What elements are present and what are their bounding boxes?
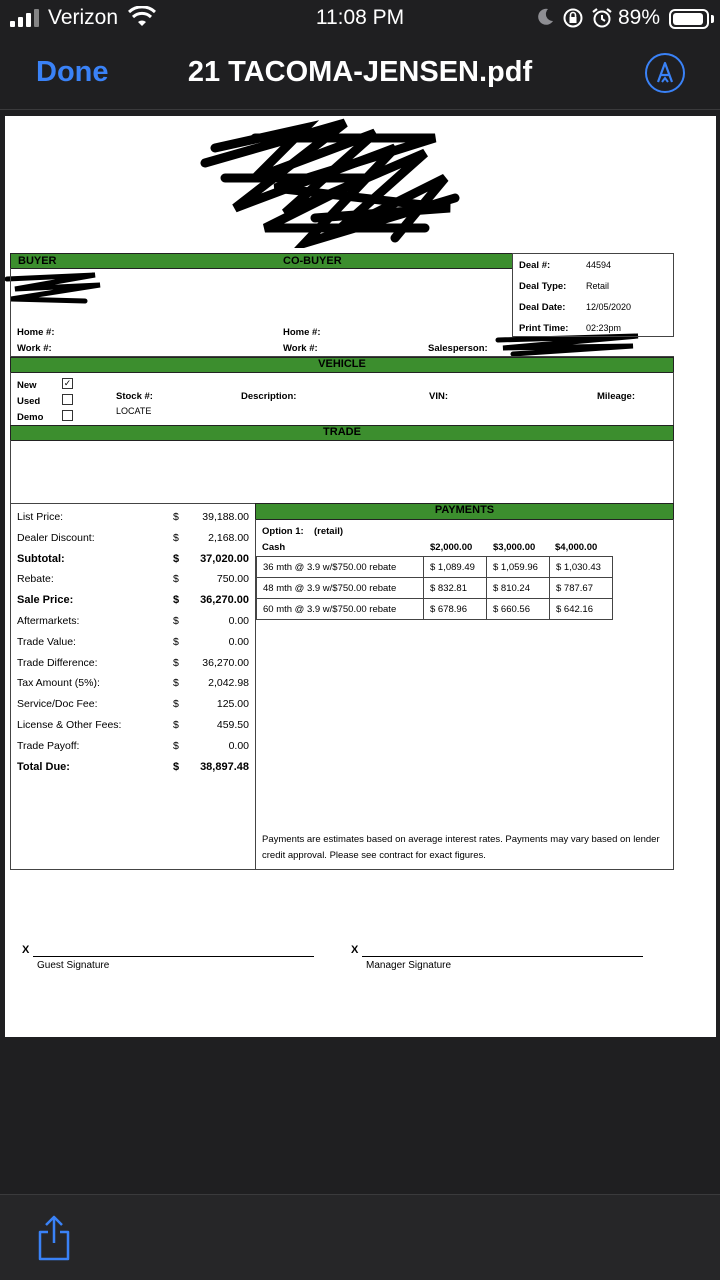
clock: 11:08 PM: [315, 6, 405, 29]
alarm-icon: [591, 7, 613, 35]
price-value: 459.50: [216, 719, 249, 731]
price-row: [17, 698, 249, 718]
payment-amount: $ 787.67: [550, 578, 613, 599]
price-currency: $: [173, 511, 179, 523]
guest-signature-label: Guest Signature: [37, 960, 110, 971]
trade-section: [10, 440, 674, 504]
price-currency: $: [173, 698, 179, 711]
cobuyer-work-label: Work #:: [283, 343, 318, 354]
table-row: [257, 578, 613, 599]
price-currency: $: [173, 594, 180, 607]
vehicle-section: [10, 372, 674, 426]
payment-term: 48 mth @ 3.9 w/$750.00 rebate: [257, 578, 424, 599]
deal-date-label: Deal Date:: [519, 302, 566, 313]
payment-amount: $ 832.81: [424, 578, 487, 599]
done-button[interactable]: Done: [36, 56, 109, 88]
table-row: [257, 599, 613, 620]
price-row: [17, 719, 249, 739]
payment-amount: $ 678.96: [424, 599, 487, 620]
price-row: [17, 553, 249, 573]
cobuyer-header: CO-BUYER: [283, 255, 342, 267]
price-row: [17, 615, 249, 635]
payment-amount: $ 660.56: [487, 599, 550, 620]
buyer-section: [10, 268, 674, 357]
price-currency: $: [173, 573, 179, 586]
price-label: Subtotal:: [17, 552, 65, 565]
vehicle-header: VEHICLE: [318, 358, 366, 370]
price-value: 0.00: [228, 615, 249, 627]
payment-amount: $ 810.24: [487, 578, 550, 599]
price-row: [17, 677, 249, 697]
cash-column: $3,000.00: [493, 542, 536, 553]
price-value: 2,168.00: [208, 531, 249, 544]
price-value: 36,270.00: [202, 656, 249, 669]
trade-header-bar: [10, 425, 674, 441]
price-label: License & Other Fees:: [17, 719, 122, 731]
price-value: 125.00: [216, 698, 249, 711]
price-value: 2,042.98: [208, 677, 249, 690]
payment-term: 60 mth @ 3.9 w/$750.00 rebate: [257, 599, 424, 620]
price-label: Sale Price:: [17, 594, 74, 607]
price-currency: $: [173, 719, 179, 731]
trade-header: TRADE: [323, 426, 361, 438]
deal-number: 44594: [586, 260, 612, 270]
mileage-label: Mileage:: [597, 391, 636, 402]
price-label: Trade Difference:: [17, 656, 98, 669]
print-time: 02:23pm: [586, 323, 622, 333]
payments-header: PAYMENTS: [434, 504, 495, 516]
buyer-home-label: Home #:: [17, 327, 55, 338]
payments-table: [256, 556, 613, 620]
price-row: [17, 511, 249, 531]
price-row: [17, 761, 249, 781]
price-label: Rebate:: [17, 573, 54, 586]
battery-tip: [711, 15, 714, 23]
buyer-header-bar: [10, 253, 513, 269]
price-label: Tax Amount (5%):: [17, 677, 100, 690]
vehicle-header-bar: [10, 357, 674, 373]
price-value: 0.00: [228, 739, 249, 752]
redaction-scribble: [195, 118, 465, 248]
price-currency: $: [173, 531, 179, 544]
price-value: 39,188.00: [202, 511, 249, 523]
price-currency: $: [173, 677, 179, 690]
condition-new-label: New: [17, 380, 37, 391]
manager-signature-label: Manager Signature: [366, 960, 452, 971]
payment-amount: $ 1,089.49: [424, 557, 487, 578]
payment-amount: $ 1,059.96: [487, 557, 550, 578]
deal-type-label: Deal Type:: [519, 281, 567, 292]
payment-amount: $ 1,030.43: [550, 557, 613, 578]
price-label: Dealer Discount:: [17, 531, 95, 544]
manager-signature-line[interactable]: [362, 956, 643, 957]
deal-date: 12/05/2020: [586, 302, 632, 312]
document-title: 21 TACOMA-JENSEN.pdf: [187, 56, 533, 88]
markup-pen-icon[interactable]: [645, 53, 685, 93]
deal-number-label: Deal #:: [519, 260, 551, 271]
guest-signature-line[interactable]: [33, 956, 314, 957]
price-value: 750.00: [216, 573, 249, 586]
cobuyer-home-label: Home #:: [283, 327, 321, 338]
price-row: [17, 594, 249, 614]
carrier-name: Verizon: [48, 6, 119, 29]
price-currency: $: [173, 656, 179, 669]
price-row: [17, 573, 249, 593]
price-currency: $: [173, 760, 180, 773]
price-label: Aftermarkets:: [17, 615, 80, 627]
rotation-lock-icon: [562, 7, 584, 35]
used-checkbox[interactable]: [62, 394, 73, 405]
option-type: (retail): [314, 526, 344, 537]
condition-demo-label: Demo: [17, 412, 44, 423]
payments-disclaimer-line2: credit approval. Please see contract for exact figures.: [262, 850, 486, 861]
stock-label: Stock #:: [116, 391, 153, 402]
moon-icon: [536, 7, 554, 33]
price-row: [17, 532, 249, 552]
deal-type: Retail: [586, 281, 610, 291]
price-label: Total Due:: [17, 760, 70, 773]
price-row: [17, 740, 249, 760]
bottom-toolbar: [0, 1194, 720, 1280]
payment-term: 36 mth @ 3.9 w/$750.00 rebate: [257, 557, 424, 578]
status-bar: [0, 0, 720, 36]
table-row: [257, 557, 613, 578]
manager-signature-x: X: [351, 944, 359, 956]
cash-column: $4,000.00: [555, 542, 598, 553]
price-value: 0.00: [228, 635, 249, 648]
description-label: Description:: [241, 391, 297, 402]
battery-icon: [669, 9, 709, 29]
cash-column: $2,000.00: [430, 542, 473, 553]
payments-disclaimer-line1: Payments are estimates based on average interest rates. Payments may vary based on lender: [262, 834, 660, 845]
price-currency: $: [173, 615, 179, 627]
pdf-page[interactable]: [5, 116, 716, 1037]
battery-percent: 89%: [618, 6, 661, 29]
price-currency: $: [173, 635, 179, 648]
payment-amount: $ 642.16: [550, 599, 613, 620]
demo-checkbox[interactable]: [62, 410, 73, 421]
price-label: List Price:: [17, 511, 64, 523]
share-icon[interactable]: [36, 1215, 72, 1264]
payments-header-bar: [255, 503, 674, 520]
price-value: 38,897.48: [200, 760, 249, 773]
navigation-bar: [0, 40, 720, 110]
price-value: 36,270.00: [200, 594, 249, 607]
print-time-label: Print Time:: [519, 323, 569, 334]
stock-value: LOCATE: [116, 406, 152, 416]
cash-label: Cash: [262, 542, 286, 553]
guest-signature-x: X: [22, 944, 30, 956]
condition-used-label: Used: [17, 396, 41, 407]
new-checkbox[interactable]: ✓: [63, 378, 72, 388]
salesperson-label: Salesperson:: [428, 343, 488, 354]
price-currency: $: [173, 739, 179, 752]
price-row: [17, 657, 249, 677]
price-label: Trade Value:: [17, 635, 76, 648]
price-currency: $: [173, 552, 180, 565]
price-row: [17, 636, 249, 656]
buyer-work-label: Work #:: [17, 343, 52, 354]
price-label: Service/Doc Fee:: [17, 698, 98, 711]
price-label: Trade Payoff:: [17, 739, 80, 752]
price-value: 37,020.00: [200, 552, 249, 565]
buyer-header: BUYER: [18, 255, 57, 267]
vin-label: VIN:: [429, 391, 448, 402]
option-label: Option 1:: [262, 526, 304, 537]
